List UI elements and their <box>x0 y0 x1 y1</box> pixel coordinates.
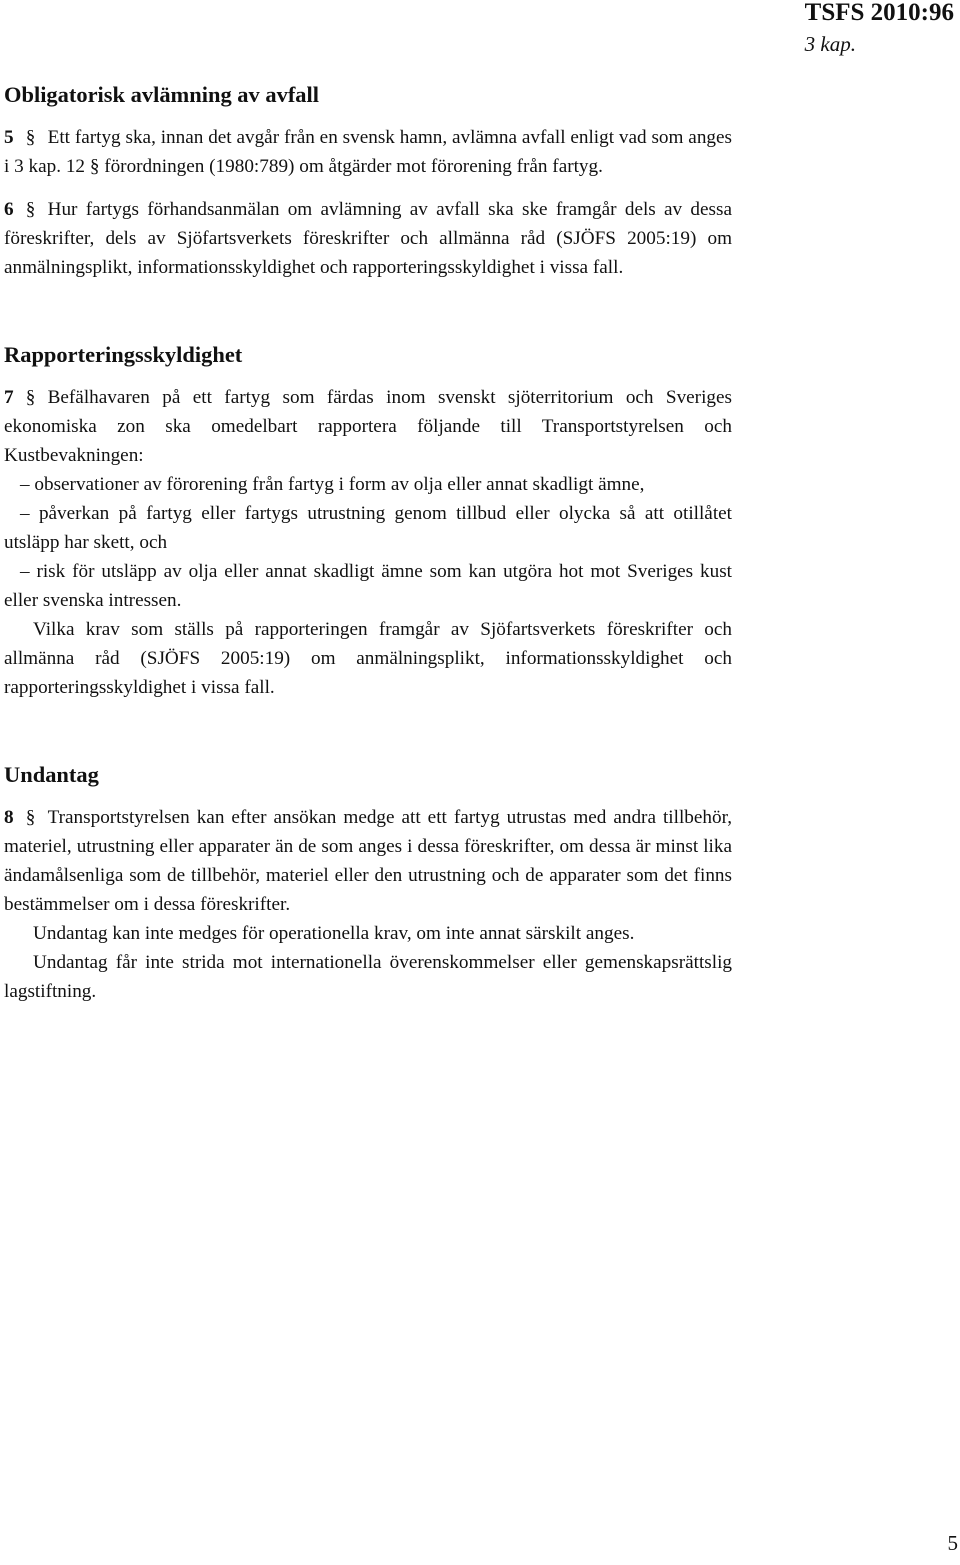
section-heading-undantag: Undantag <box>4 762 99 787</box>
list-item: – observationer av förorening från fartyg i form av olja eller annat skadligt ämne, <box>20 474 645 495</box>
document-body <box>4 80 732 1006</box>
paragraph-text: Ett fartyg ska, innan det avgår från en svensk hamn, avlämna avfall enligt vad som anges i 3 kap. 12 <box>4 127 732 177</box>
chapter-label: 3 kap. <box>804 32 856 56</box>
section-symbol: § <box>89 156 100 177</box>
paragraph-text: Transportstyrelsen kan efter ansökan medge att ett fartyg utrustas med andra tillbehör, materiel, utrustning eller apparater än de som anges i dessa föreskrifter, om dessa är minst lika ändamålsenliga som de tillbehör, materiel eller den utrustning och de apparater som det finns bestämmelser om i dessa föreskrifter. <box>4 807 732 915</box>
spacer <box>4 369 732 383</box>
spacer <box>4 109 732 123</box>
list-item: – risk för utsläpp av olja eller annat skadligt ämne som kan utgöra hot mot Sveriges kust eller svenska intressen. <box>4 561 732 611</box>
list-item: – påverkan på fartyg eller fartygs utrustning genom tillbud eller olycka så att otillåtet utsläpp har skett, och <box>4 503 732 553</box>
paragraph-8-followup-2: Undantag får inte strida mot internationella överenskommelser eller gemenskapsrättslig lagstiftning. <box>4 952 732 1002</box>
section-symbol: § <box>25 387 36 408</box>
paragraph-text: Befälhavaren på ett fartyg som färdas inom svenskt sjöterritorium och Sveriges ekonomiska zon ska omedelbart rapportera följande till Transportstyrelsen och Kustbevakningen: <box>4 387 732 466</box>
section-heading-rapportering: Rapporteringsskyldighet <box>4 342 243 367</box>
section-symbol: § <box>25 127 36 148</box>
document-id: TSFS 2010:96 <box>804 0 954 26</box>
section-heading-obligatorisk: Obligatorisk avlämning av avfall <box>4 82 320 107</box>
paragraph-number: 5 <box>4 127 14 148</box>
paragraph-7 <box>4 383 732 470</box>
paragraph-text: förordningen (1980:789) om åtgärder mot förorening från fartyg. <box>104 156 603 177</box>
paragraph-8 <box>4 803 732 919</box>
paragraph-text: Hur fartygs förhandsanmälan om avlämning av avfall ska ske framgår dels av dessa föreskrifter, dels av Sjöfartsverkets föreskrifter och allmänna råd (SJÖFS 2005:19) om anmälningsplikt, informationsskyldighet och rapporteringsskyldighet i vissa fall. <box>4 199 732 278</box>
spacer <box>4 282 732 340</box>
paragraph-7-followup: Vilka krav som ställs på rapporteringen framgår av Sjöfartsverkets föreskrifter och allmänna råd (SJÖFS 2005:19) om anmälningsplikt, informationsskyldighet och rapporteringsskyldighet i vissa fall. <box>4 619 732 698</box>
paragraph-8-followup-1: Undantag kan inte medges för operationella krav, om inte annat särskilt anges. <box>33 923 635 944</box>
running-header <box>805 0 954 55</box>
spacer <box>4 181 732 195</box>
paragraph-6 <box>4 195 732 282</box>
paragraph-number: 7 <box>4 387 14 408</box>
section-symbol: § <box>25 807 36 828</box>
paragraph-5 <box>4 123 732 181</box>
spacer <box>4 789 732 803</box>
spacer <box>4 702 732 760</box>
section-symbol: § <box>25 199 36 220</box>
page-number: 5 <box>947 1531 958 1555</box>
paragraph-number: 8 <box>4 807 14 828</box>
paragraph-number: 6 <box>4 199 14 220</box>
